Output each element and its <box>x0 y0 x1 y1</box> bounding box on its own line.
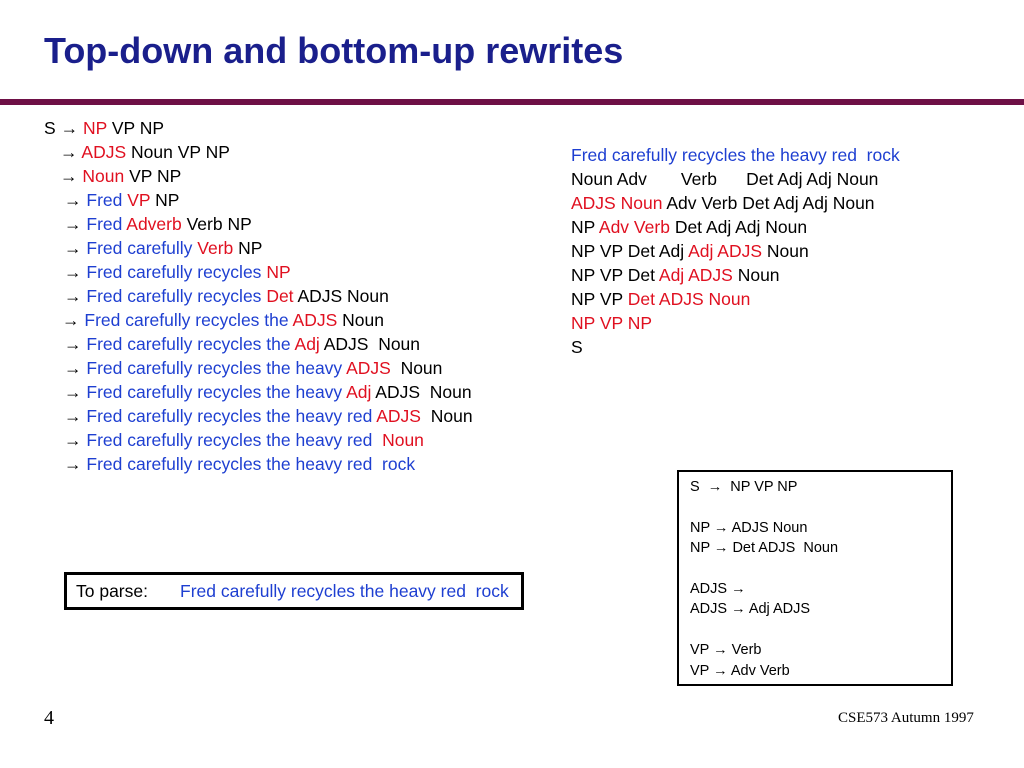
topdown-token: Noun <box>395 358 443 378</box>
topdown-token: → <box>64 238 82 258</box>
topdown-token: → <box>64 358 82 378</box>
bottomup-line <box>571 168 878 190</box>
topdown-token: Adj <box>346 382 372 402</box>
bottomup-token: Adj ADJS <box>658 265 733 285</box>
topdown-token: Fred carefully recycles the heavy <box>86 382 343 402</box>
grammar-rule: NP → Det ADJS Noun <box>690 540 839 557</box>
bottomup-line <box>571 144 900 166</box>
bottomup-token: NP VP <box>571 289 623 309</box>
bottomup-token: Det Adj Adj Noun <box>674 217 808 237</box>
topdown-token: Fred carefully recycles <box>86 286 262 306</box>
topdown-token: Adj <box>294 334 320 354</box>
topdown-token: → <box>64 406 82 426</box>
topdown-line <box>64 405 473 427</box>
slide-title: Top-down and bottom-up rewrites <box>44 30 624 71</box>
topdown-token: Adverb <box>126 214 182 234</box>
topdown-token: ADJS <box>346 358 391 378</box>
topdown-line <box>44 117 164 139</box>
topdown-line <box>64 237 262 259</box>
topdown-token: ADJS <box>376 406 421 426</box>
topdown-token: Det <box>266 286 294 306</box>
bottomup-token: NP VP Det <box>571 265 655 285</box>
bottomup-token: Adv Verb <box>598 217 670 237</box>
topdown-token: → <box>62 310 80 330</box>
topdown-token: ADJS <box>292 310 338 330</box>
topdown-line <box>64 213 252 235</box>
topdown-line <box>64 261 291 283</box>
topdown-line <box>64 285 389 307</box>
grammar-rule: NP → ADJS Noun <box>690 519 808 536</box>
topdown-token: Noun <box>425 406 473 426</box>
bottomup-token: S <box>571 337 583 357</box>
topdown-line <box>64 333 420 355</box>
topdown-line <box>60 141 230 163</box>
topdown-token: → <box>64 454 82 474</box>
topdown-token: Fred carefully <box>86 238 193 258</box>
topdown-token: → <box>60 166 78 186</box>
topdown-token: Verb <box>197 238 234 258</box>
bottomup-line <box>571 192 875 214</box>
topdown-line <box>64 357 442 379</box>
topdown-token: → <box>64 190 82 210</box>
topdown-token: VP NP <box>129 166 182 186</box>
topdown-token: Fred <box>86 190 123 210</box>
bottomup-line <box>571 264 780 286</box>
course-label: CSE573 Autumn 1997 <box>838 710 974 726</box>
topdown-token: VP NP <box>111 118 165 138</box>
topdown-line <box>60 165 181 187</box>
topdown-token: Fred carefully recycles the <box>86 334 291 354</box>
bottomup-token: NP <box>571 217 595 237</box>
page-number: 4 <box>44 707 54 729</box>
grammar-rule: VP → Adv Verb <box>690 662 790 679</box>
topdown-token: → <box>64 286 82 306</box>
topdown-token: ADJS Noun <box>375 382 472 402</box>
topdown-token: Noun VP NP <box>131 142 230 162</box>
topdown-line <box>64 189 179 211</box>
bottomup-token: Noun <box>737 265 780 285</box>
grammar-rule: VP → Verb <box>690 642 762 659</box>
topdown-token: S <box>44 118 56 138</box>
parse-label: To parse: <box>76 581 148 601</box>
topdown-token: NP <box>155 190 180 210</box>
topdown-token: VP <box>127 190 151 210</box>
bottomup-line <box>571 216 807 238</box>
topdown-token: Fred carefully recycles the heavy red rock <box>86 454 416 474</box>
topdown-token: → <box>60 118 79 138</box>
bottomup-token: Noun Adv Verb Det Adj Adj Noun <box>571 169 879 189</box>
grammar-rule: S → NP VP NP <box>690 479 798 495</box>
topdown-token: → <box>60 142 78 162</box>
topdown-token: Fred carefully recycles the heavy red <box>86 406 373 426</box>
topdown-token: Noun <box>342 310 384 330</box>
topdown-token: → <box>64 430 82 450</box>
bottomup-line <box>571 336 583 358</box>
bottomup-token: NP VP Det Adj <box>571 241 685 261</box>
topdown-token: ADJS <box>81 142 127 162</box>
topdown-line <box>62 309 384 331</box>
bottomup-token: Fred carefully recycles the heavy red rock <box>571 145 900 165</box>
topdown-token: Fred carefully recycles the <box>84 310 289 330</box>
bottomup-line <box>571 288 750 310</box>
topdown-token: Noun <box>82 166 125 186</box>
topdown-token: → <box>64 334 82 354</box>
topdown-token: NP <box>238 238 263 258</box>
parse-sentence: Fred carefully recycles the heavy red rock <box>180 581 509 601</box>
topdown-line <box>64 429 424 451</box>
topdown-token: ADJS Noun <box>297 286 389 306</box>
topdown-token: Fred carefully recycles <box>86 262 262 282</box>
topdown-token: NP <box>82 118 107 138</box>
grammar-rule: ADJS → <box>690 581 746 597</box>
grammar-rule: ADJS → Adj ADJS <box>690 601 811 618</box>
topdown-token: Fred carefully recycles the heavy red <box>86 430 378 450</box>
topdown-token: Fred carefully recycles the heavy <box>86 358 343 378</box>
topdown-line <box>64 381 472 403</box>
topdown-token: → <box>64 262 82 282</box>
topdown-token: NP <box>266 262 291 282</box>
bottomup-token: Adj ADJS <box>688 241 763 261</box>
title-divider <box>0 99 1024 105</box>
topdown-token: → <box>64 382 82 402</box>
topdown-token: ADJS Noun <box>323 334 421 354</box>
topdown-token: → <box>64 214 82 234</box>
bottomup-line <box>571 312 652 334</box>
bottomup-token: Noun <box>766 241 809 261</box>
topdown-token: Noun <box>382 430 424 450</box>
bottomup-token: Det ADJS Noun <box>627 289 751 309</box>
topdown-line <box>64 453 415 475</box>
topdown-token: Verb NP <box>186 214 252 234</box>
bottomup-token: Adv Verb Det Adj Adj Noun <box>666 193 875 213</box>
bottomup-line <box>571 240 809 262</box>
bottomup-token: ADJS Noun <box>571 193 663 213</box>
bottomup-token: NP VP NP <box>571 313 653 333</box>
topdown-token: Fred <box>86 214 123 234</box>
